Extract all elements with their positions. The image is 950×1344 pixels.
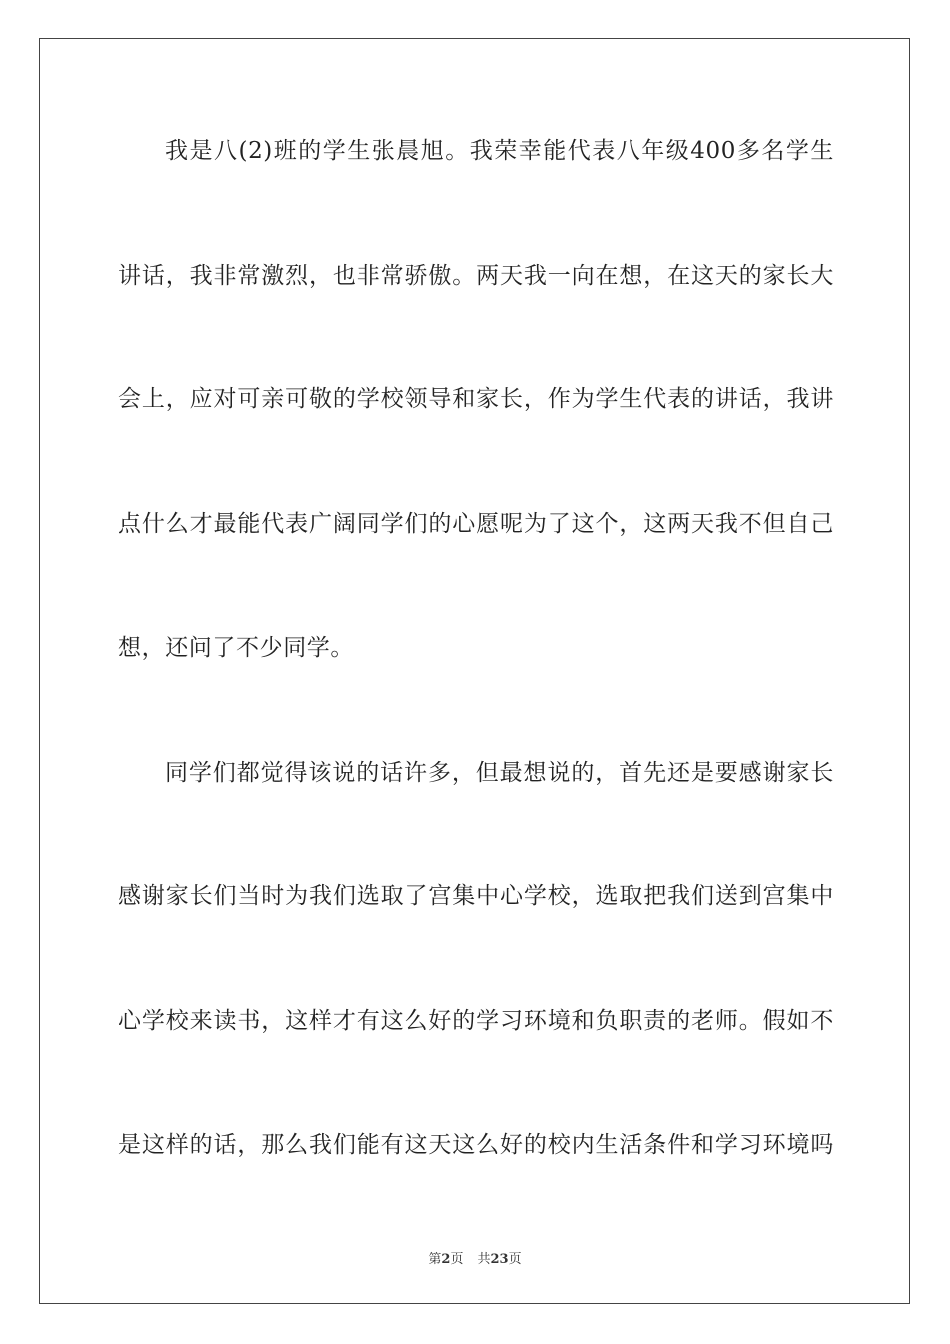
paragraph-2-line-1: 同学们都觉得该说的话许多，但最想说的，首先还是要感谢家长	[165, 760, 834, 786]
total-label-prefix: 共	[477, 1252, 491, 1267]
paragraph-1-line-2: 讲话，我非常激烈，也非常骄傲。两天我一向在想，在这天的家长大	[118, 263, 834, 289]
page-label-suffix: 页	[450, 1252, 464, 1267]
paragraph-2-line-4: 是这样的话，那么我们能有这天这么好的校内生活条件和学习环境吗	[118, 1132, 834, 1158]
paragraph-1-line-3: 会上，应对可亲可敬的学校领导和家长，作为学生代表的讲话，我讲	[118, 386, 834, 412]
page-number: 2	[441, 1252, 451, 1267]
paragraph-2-line-2: 感谢家长们当时为我们选取了宫集中心学校，选取把我们送到宫集中	[118, 883, 834, 909]
page-label-prefix: 第	[428, 1252, 442, 1267]
paragraph-1-line-4: 点什么才最能代表广阔同学们的心愿呢为了这个，这两天我不但自己	[118, 511, 834, 537]
paragraph-1-line-1: 我是八(2)班的学生张晨旭。我荣幸能代表八年级400多名学生	[165, 138, 834, 164]
total-pages: 23	[490, 1252, 509, 1267]
paragraph-1-line-5: 想，还问了不少同学。	[118, 635, 354, 661]
total-label-suffix: 页	[508, 1252, 522, 1267]
page-border	[39, 38, 910, 1304]
paragraph-2-line-3: 心学校来读书，这样才有这么好的学习环境和负职责的老师。假如不	[118, 1008, 834, 1034]
page-footer	[0, 1248, 950, 1267]
